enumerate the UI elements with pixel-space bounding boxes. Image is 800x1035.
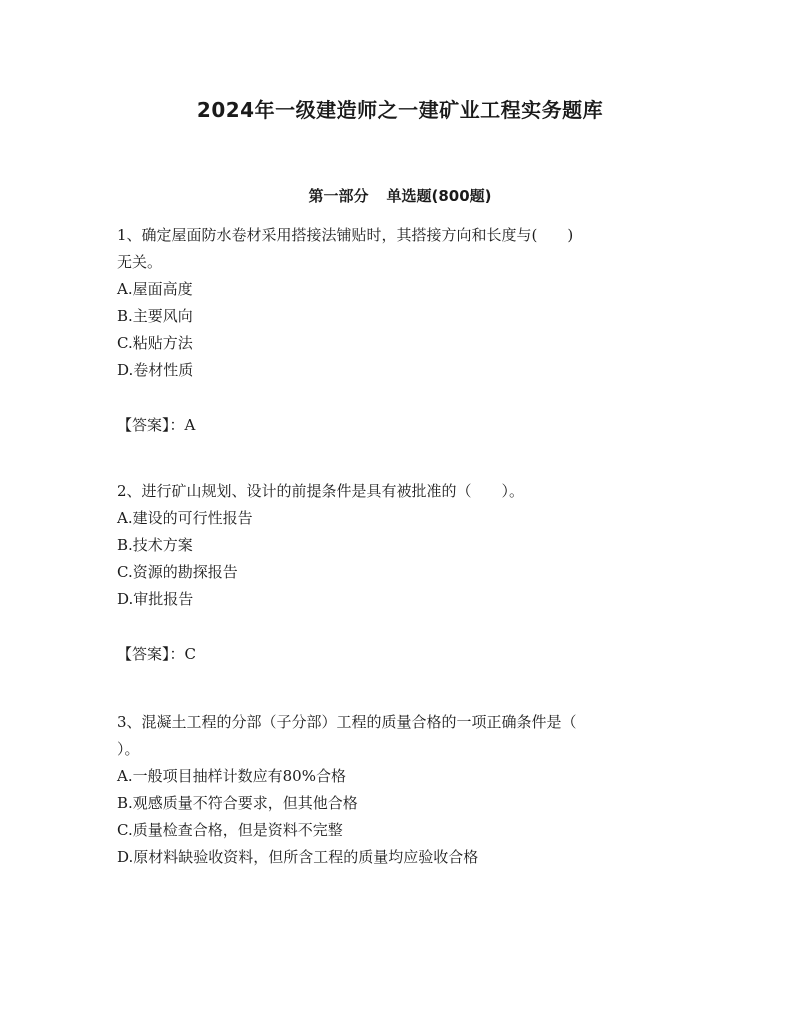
- answer-value: A: [184, 416, 196, 434]
- question-2: [117, 478, 687, 668]
- option-b: B.观感质量不符合要求，但其他合格: [117, 794, 358, 812]
- question-stem-line: ）。: [117, 740, 140, 758]
- option-b: B.技术方案: [117, 536, 193, 554]
- option-c: C.粘贴方法: [117, 334, 193, 352]
- option-a: A.屋面高度: [117, 280, 193, 298]
- question-stem-line: 1、确定屋面防水卷材采用搭接法铺贴时，其搭接方向和长度与( ): [117, 226, 574, 244]
- option-d: D.卷材性质: [117, 361, 194, 379]
- option-a: A.建设的可行性报告: [117, 509, 253, 527]
- option-a: A.一般项目抽样计数应有80%合格: [117, 767, 346, 785]
- option-d: D.审批报告: [117, 590, 194, 608]
- question-stem-line: 2、进行矿山规划、设计的前提条件是具有被批准的（ ）。: [117, 482, 525, 500]
- question-stem-line: 3、混凝土工程的分部（子分部）工程的质量合格的一项正确条件是（: [117, 713, 577, 731]
- option-c: C.质量检查合格，但是资料不完整: [117, 821, 343, 839]
- answer-label: 【答案】：: [117, 416, 185, 434]
- option-b: B.主要风向: [117, 307, 193, 325]
- section-part: 第一部分: [308, 187, 369, 205]
- option-d: D.原材料缺验收资料，但所含工程的质量均应验收合格: [117, 848, 479, 866]
- answer-value: C: [184, 645, 196, 663]
- section-name: 单选题(800题): [386, 187, 492, 205]
- answer-label: 【答案】：: [117, 645, 185, 663]
- answer-line: [117, 412, 687, 439]
- option-c: C.资源的勘探报告: [117, 563, 238, 581]
- question-3: [117, 709, 687, 871]
- document-title: 2024年一级建造师之一建矿业工程实务题库: [196, 98, 604, 122]
- question-stem-line: 无关。: [117, 253, 163, 271]
- answer-line: [117, 641, 687, 668]
- section-heading: [0, 185, 800, 206]
- question-1: [117, 222, 687, 439]
